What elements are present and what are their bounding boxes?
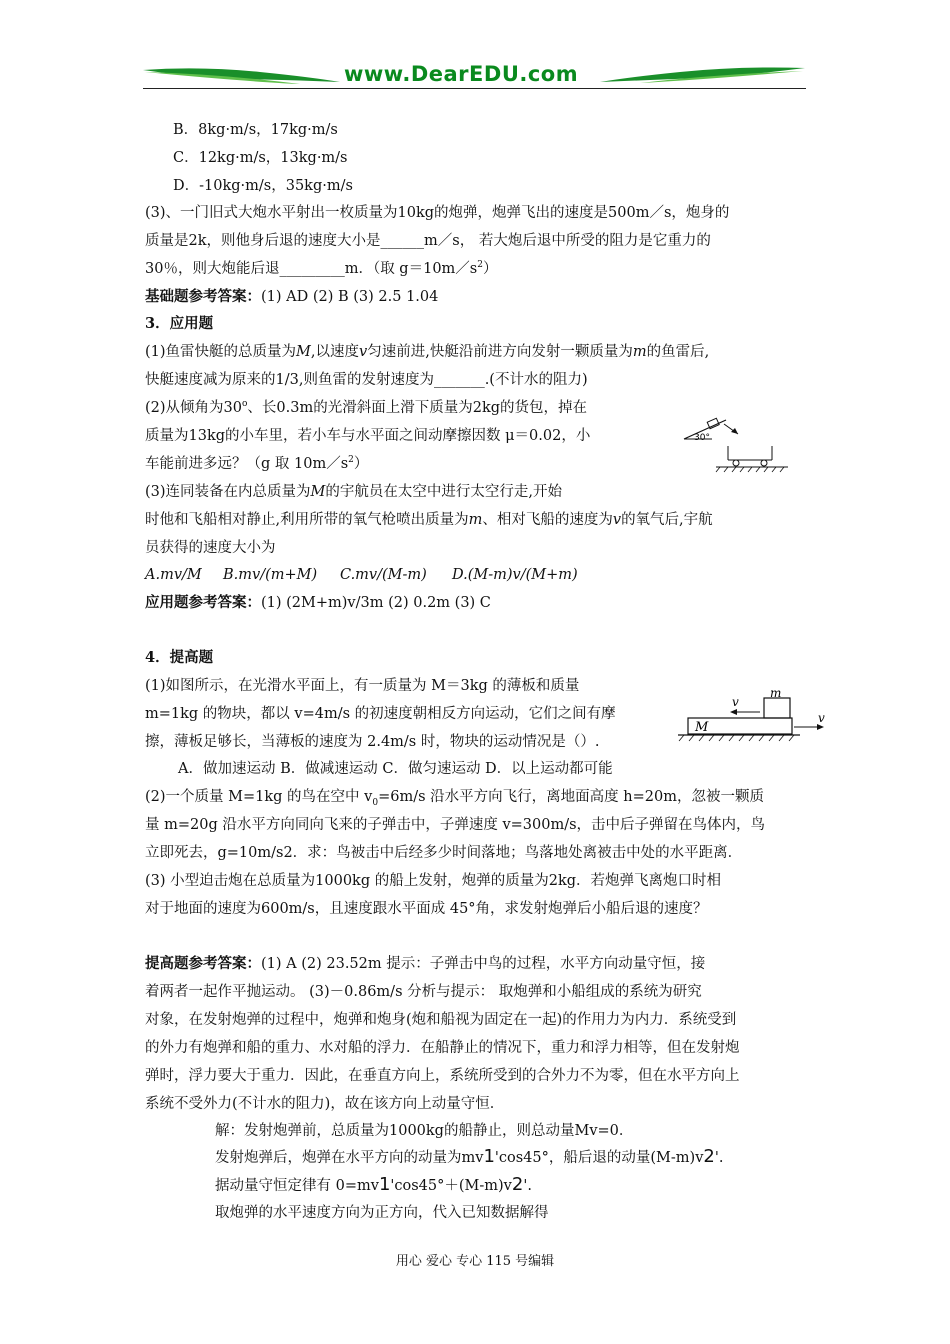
solution-line1: 解：发射炮弹前，总质量为1000kg的船静止，则总动量Mv=0． — [215, 1123, 634, 1139]
adv-q2-line1: (2)一个质量 M=1kg 的鸟在空中 $v_0=6m/s$ 沿水平方向飞行，离地面高度 h=20m，忽被一颗质 — [145, 789, 764, 808]
adv-q3-line2: 对于地面的速度为600m/s，且速度跟水平面成 45°角，求发射炮弹后小船后退的速度？ — [145, 901, 708, 917]
app-q1-line1: (1)鱼雷快艇的总质量为M,以速度v匀速前进,快艇沿前进方向发射一颗质量为m的鱼雷后, — [145, 344, 710, 360]
solution-line3: 据动量守恒定律有 0=mv1'cos45°＋(M-m)v2'. — [215, 1174, 532, 1195]
app-q1-line2: 快艇速度减为原来的1/3,则鱼雷的发射速度为_______.(不计水的阻力) — [145, 372, 588, 388]
option-d: D．-10kg·m/s，35kg·m/s — [173, 178, 353, 194]
adv-answers-line5: 弹时，浮力要大于重力．因此，在垂直方向上，系统所受到的合外力不为零，但在水平方向上 — [145, 1068, 740, 1084]
block-mass-label: m — [770, 686, 782, 700]
board-block-figure — [674, 684, 836, 746]
adv-q2-line3: 立即死去，g=10m/s2．求：鸟被击中后经多少时间落地；鸟落地处离被击中处的水平距离． — [145, 845, 743, 861]
page-footer: 用心 爱心 专心 115 号编辑 — [395, 1254, 555, 1269]
adv-answers-line1: 提高题参考答案：(1) A (2) 23.52m 提示：子弹击中鸟的过程，水平方向动量守恒，接 — [145, 955, 706, 972]
block-velocity-label: v — [732, 695, 739, 709]
app-q2-line2: 质量为13kg的小车里，若小车与水平面之间动摩擦因数 μ＝0.02，小 — [145, 428, 591, 444]
app-q3-line3: 员获得的速度大小为 — [145, 540, 276, 556]
app-q3-line2: 时他和飞船相对静止,利用所带的氧气枪喷出质量为m、相对飞船的速度为v的氧气后,宇航 — [145, 512, 713, 528]
adv-q1-options: A．做加速运动 B．做减速运动 C．做匀速运动 D．以上运动都可能 — [178, 761, 613, 777]
board-velocity-label: v — [818, 711, 825, 725]
app-q3-option-c: C.mv/(M-m) — [340, 567, 427, 583]
app-q2-line3: 车能前进多远？（g 取 $10m/s^2$） — [145, 455, 369, 472]
adv-q1-line1: (1)如图所示，在光滑水平面上，有一质量为 M＝3kg 的薄板和质量 — [145, 678, 580, 694]
basic-answers: 基础题参考答案：(1) AD (2) B (3) 2.5 1.04 — [145, 288, 439, 305]
adv-answers-line6: 系统不受外力(不计水的阻力)，故在该方向上动量守恒． — [145, 1096, 505, 1112]
option-b: B．8kg·m/s，17kg·m/s — [173, 122, 338, 138]
app-answers: 应用题参考答案：(1) (2M+m)v/3m (2) 0.2m (3) C — [145, 594, 491, 611]
q3-line1: (3)、一门旧式大炮水平射出一枚质量为10kg的炮弹，炮弹飞出的速度是500m／s，炮身的 — [145, 205, 730, 221]
adv-q1-line2: m=1kg 的物块，都以 v=4m/s 的初速度朝相反方向运动，它们之间有摩 — [145, 706, 616, 722]
incline-cart-figure — [676, 410, 794, 476]
app-q2-line1: (2)从倾角为30$^o$、长0.3m的光滑斜面上滑下质量为2kg的货包，掉在 — [145, 399, 588, 416]
adv-answers-line3: 对象，在发射炮弹的过程中，炮弹和炮身(炮和船视为固定在一起)的作用力为内力．系统受到 — [145, 1012, 737, 1028]
q3-line3: 30％，则大炮能后退_________m．（取 $g=10m/s^2$） — [145, 260, 498, 277]
option-c: C．12kg·m/s，13kg·m/s — [173, 150, 348, 166]
adv-q1-line3: 擦，薄板足够长，当薄板的速度为 2.4m/s 时，物块的运动情况是（）. — [145, 734, 600, 750]
header-rule — [143, 88, 806, 89]
app-q3-option-a: A.mv/M — [145, 567, 202, 583]
incline-angle-label: 30° — [694, 433, 710, 443]
solution-line4: 取炮弹的水平速度方向为正方向，代入已知数据解得 — [215, 1205, 549, 1221]
app-q3-line1: (3)连同装备在内总质量为M的宇航员在太空中进行太空行走,开始 — [145, 484, 563, 500]
section-3-title: 3．应用题 — [145, 315, 214, 332]
adv-q2-line2: 量 m=20g 沿水平方向同向飞来的子弹击中，子弹速度 v=300m/s，击中后子弹留在鸟体内，鸟 — [145, 817, 766, 833]
q3-line2: 质量是2k，则他身后退的速度大小是______m／s， 若大炮后退中所受的阻力是它重力的 — [145, 233, 711, 249]
site-logo[interactable]: www.DearEDU.com — [344, 62, 579, 86]
app-q3-option-b: B.mv/(m+M) — [223, 567, 318, 583]
app-q3-option-d: D.(M-m)v/(M+m) — [452, 567, 578, 583]
section-4-title: 4．提高题 — [145, 649, 214, 666]
solution-line2: 发射炮弹后，炮弹在水平方向的动量为mv1'cos45°，船后退的动量(M-m)v2'. — [215, 1146, 724, 1167]
adv-answers-line2: 着两者一起作平抛运动。 (3)－0.86m/s 分析与提示： 取炮弹和小船组成的系统为研究 — [145, 984, 702, 1000]
adv-q3-line1: (3) 小型迫击炮在总质量为1000kg 的船上发射，炮弹的质量为2kg．若炮弹飞离炮口时相 — [145, 873, 722, 889]
board-mass-label: M — [695, 720, 709, 735]
adv-answers-line4: 的外力有炮弹和船的重力、水对船的浮力．在船静止的情况下，重力和浮力相等，但在发射炮 — [145, 1040, 740, 1056]
